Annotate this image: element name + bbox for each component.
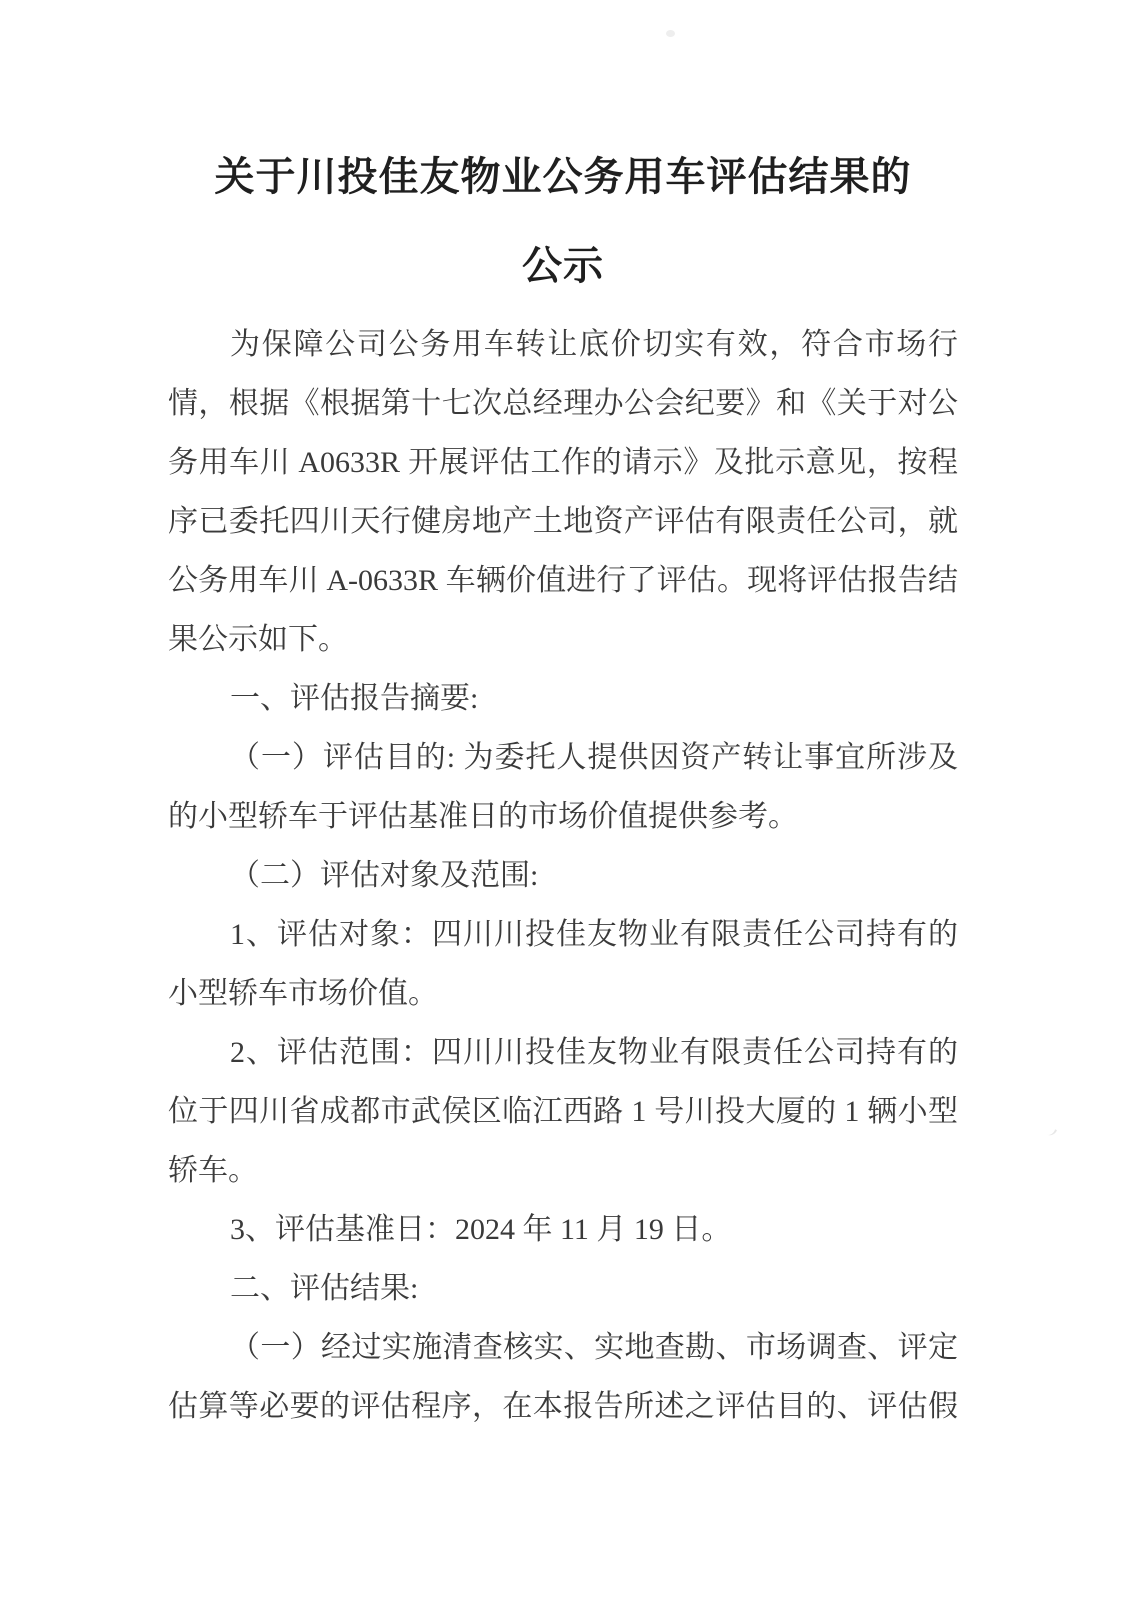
body-line: 1、评估对象：四川川投佳友物业有限责任公司持有的	[230, 918, 958, 951]
body-line: 为保障公司公务用车转让底价切实有效，符合市场行	[230, 328, 958, 361]
body-line: 务用车川 A0633R 开展评估工作的请示》及批示意见，按程	[168, 446, 958, 479]
body-line: 3、评估基准日：2024 年 11 月 19 日。	[230, 1213, 732, 1246]
body-line: 序已委托四川天行健房地产土地资产评估有限责任公司，就	[168, 505, 958, 538]
body-line: 小型轿车市场价值。	[168, 977, 438, 1010]
scan-artifact	[666, 30, 675, 37]
body-line: （一）经过实施清查核实、实地查勘、市场调查、评定	[230, 1331, 958, 1364]
body-line: 位于四川省成都市武侯区临江西路 1 号川投大厦的 1 辆小型	[168, 1095, 958, 1128]
document-title-line-1: 关于川投佳友物业公务用车评估结果的	[214, 154, 912, 199]
document-body	[168, 315, 958, 1436]
body-line: 一、评估报告摘要:	[230, 682, 479, 715]
document-title-line-2: 公示	[522, 243, 604, 288]
body-line: 二、评估结果:	[230, 1272, 419, 1305]
body-line: 果公示如下。	[168, 623, 348, 656]
document-title	[168, 132, 958, 310]
body-line: 2、评估范围：四川川投佳友物业有限责任公司持有的	[230, 1036, 958, 1069]
body-line: （二）评估对象及范围:	[230, 859, 539, 892]
scan-artifact	[1045, 1127, 1057, 1138]
body-line: （一）评估目的: 为委托人提供因资产转让事宜所涉及	[230, 741, 958, 774]
body-line: 公务用车川 A-0633R 车辆价值进行了评估。现将评估报告结	[168, 564, 958, 597]
body-line: 的小型轿车于评估基准日的市场价值提供参考。	[168, 800, 798, 833]
body-line: 轿车。	[168, 1154, 258, 1187]
body-line: 情，根据《根据第十七次总经理办公会纪要》和《关于对公	[168, 387, 958, 420]
body-line: 估算等必要的评估程序，在本报告所述之评估目的、评估假	[168, 1390, 958, 1423]
